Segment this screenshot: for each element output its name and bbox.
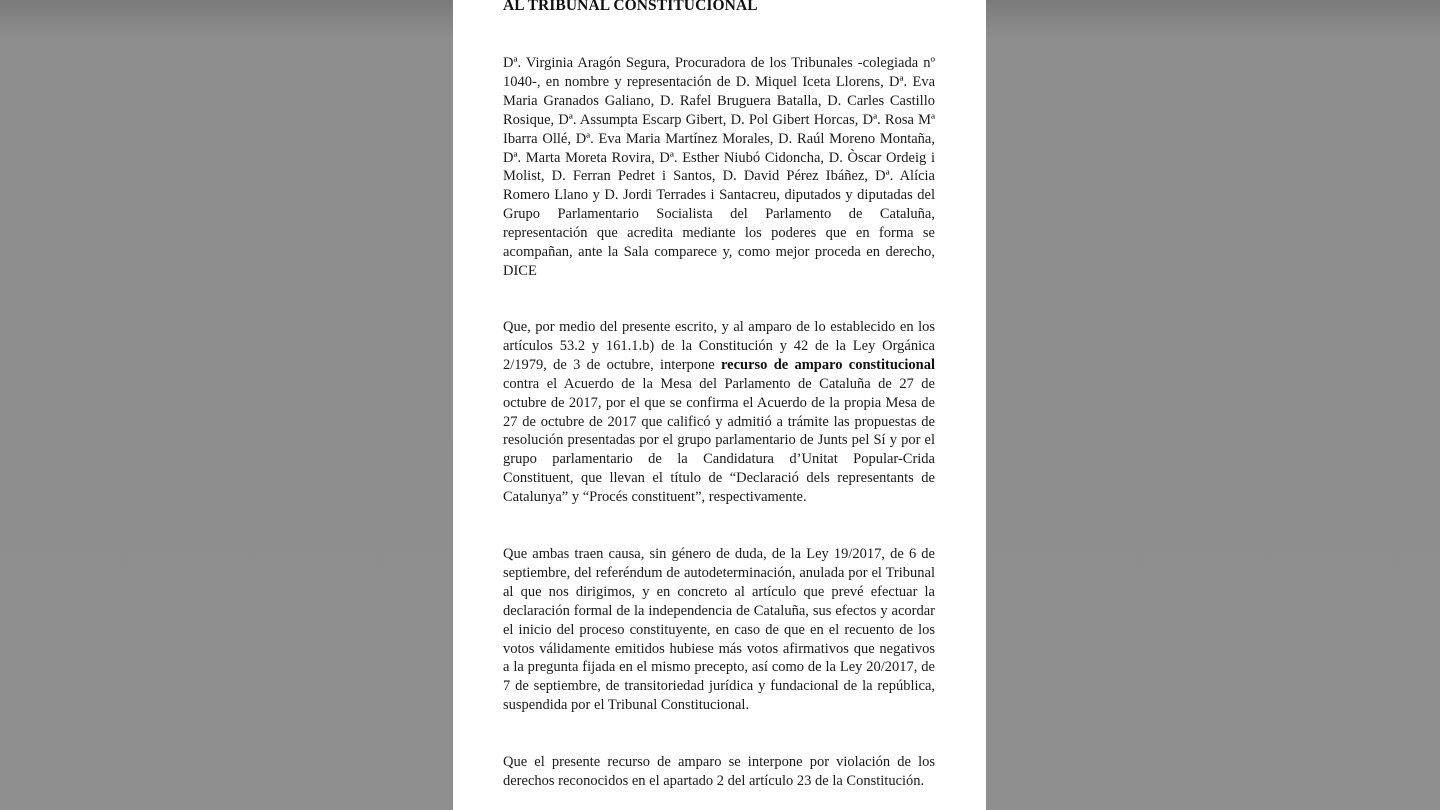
- document-page: [453, 0, 986, 810]
- paragraph-recurso-text-after: contra el Acuerdo de la Mesa del Parlamento de Cataluña de 27 de octubre de 2017, por el que se confirma el Acuerdo de la propia Mesa de 27 de octubre de 2017 que calificó y admitió a trámite las propuestas de resolución presentadas por el grupo parlamentario de Junts pel Sí y por el grupo parlamentario de la Candidatura d’Unitat Popular-Crida Constituent, que llevan el título de “Declaració dels representants de Catalunya” y “Procés constituent”, respectivamente.: [503, 375, 935, 506]
- paragraph-violacion: Que el presente recurso de amparo se interpone por violación de los derechos reconocidos en el apartado 2 del artículo 23 de la Constitución.: [503, 754, 935, 789]
- paragraph-recurso: [503, 318, 935, 507]
- paragraph-recurso-bold: recurso de amparo constitucional: [720, 356, 935, 373]
- document-heading: AL TRIBUNAL CONSTITUCIONAL: [503, 0, 758, 14]
- paragraph-representation: Dª. Virginia Aragón Segura, Procuradora de los Tribunales -colegiada nº 1040-, en nombre y representación de D. Miquel Iceta Llorens, Dª. Eva Maria Granados Galiano, D. Rafel Bruguera Batalla, D. Carles Castillo Rosique, Dª. Assumpta Escarp Gibert, D. Pol Gibert Horcas, Dª. Rosa Mª Ibarra Ollé, Dª. Eva Maria Martínez Morales, D. Raúl Moreno Montaña, Dª. Marta Moreta Rovira, Dª. Esther Niubó Cidoncha, D. Òscar Ordeig i Molist, D. Ferran Pedret i Santos, D. David Pérez Ibáñez, Dª. Alícia Romero Llano y D. Jordi Terrades i Santacreu, diputados y diputadas del Grupo Parlamentario Socialista del Parlamento de Cataluña, representación que acredita mediante los poderes que en forma se acompañan, ante la Sala comparece y, como mejor proceda en derecho, DICE: [503, 55, 935, 279]
- paragraph-causa: Que ambas traen causa, sin género de duda, de la Ley 19/2017, de 6 de septiembre, del referéndum de autodeterminación, anulada por el Tribunal al que nos dirigimos, y en concreto al artículo que prevé efectuar la declaración formal de la independencia de Cataluña, sus efectos y acordar el inicio del proceso constituyente, en caso de que en el recuento de los votos válidamente emitidos hubiese más votos afirmativos que negativos a la pregunta fijada en el mismo precepto, así como de la Ley 20/2017, de 7 de septiembre, de transitoriedad jurídica y fundacional de la república, suspendida por el Tribunal Constitucional.: [503, 546, 935, 714]
- paragraph-recurso-text-before: Que, por medio del presente escrito, y al amparo de lo establecido en los artículos 53.2 y 161.1.b) de la Constitución y 42 de la Ley Orgánica 2/1979, de 3 de octubre, interpone: [503, 319, 935, 373]
